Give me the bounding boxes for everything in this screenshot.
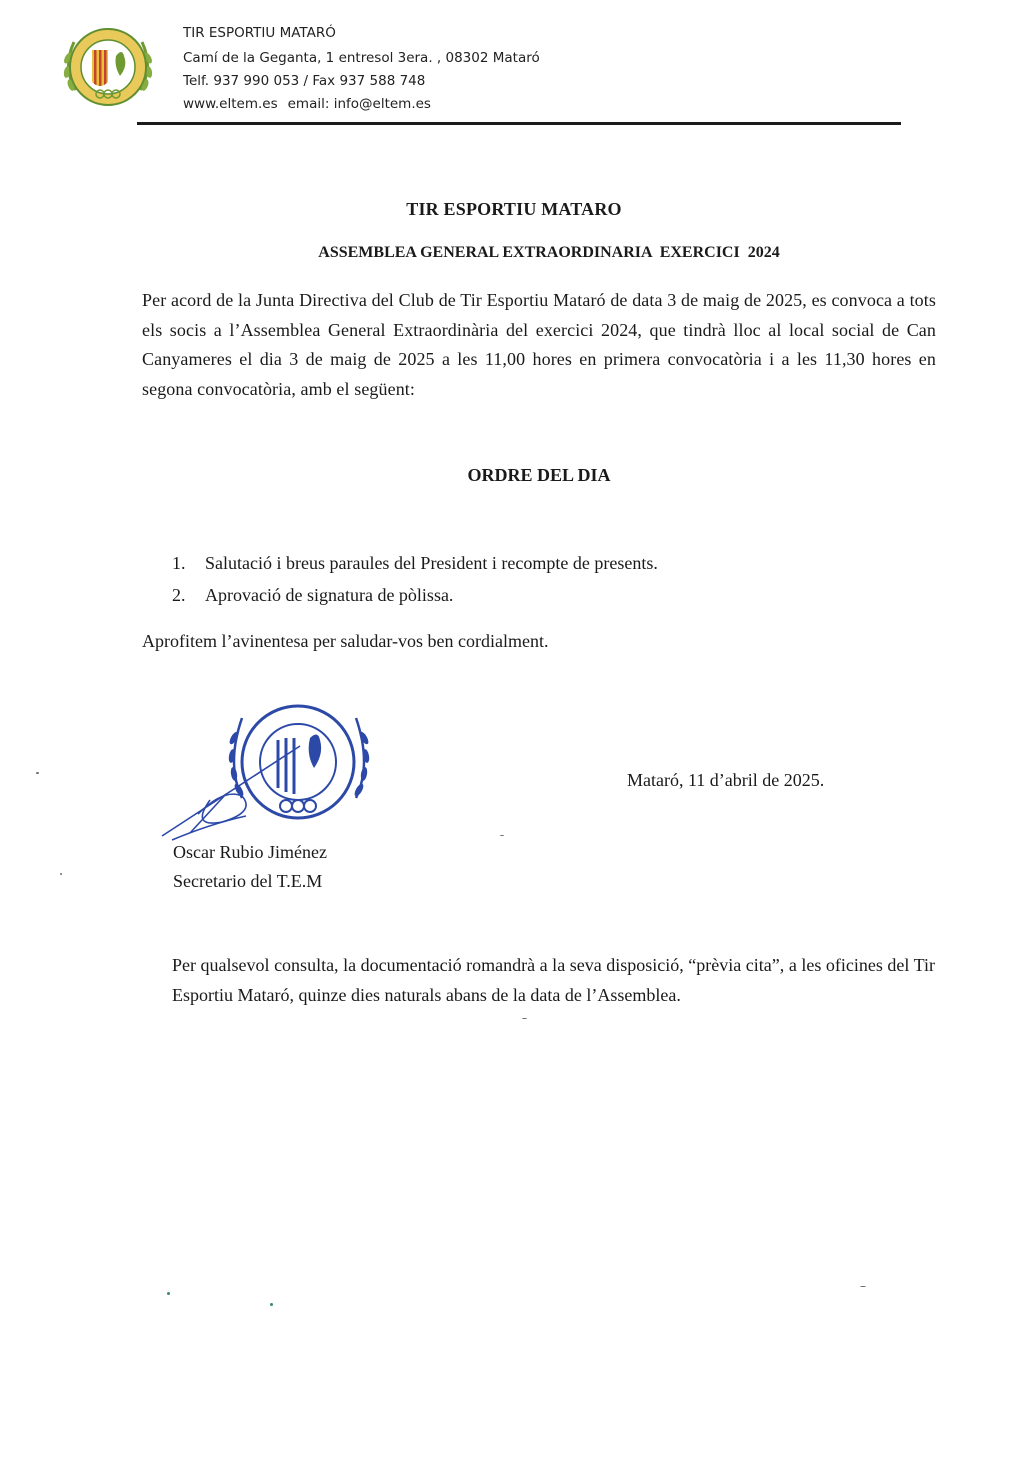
closing-line: Aprofitem l’avinentesa per saludar-vos ben cordialment. <box>142 631 549 651</box>
agenda-item-number: 1. <box>172 553 186 573</box>
letterhead-phone-fax: Telf. 937 990 053 / Fax 937 588 748 <box>183 73 426 89</box>
document-subtitle: ASSEMBLEA GENERAL EXTRAORDINARIA EXERCICI 2024 <box>318 244 780 261</box>
agenda-item-text: Aprovació de signatura de pòlissa. <box>205 585 454 605</box>
email-link[interactable]: email: info@eltem.es <box>287 96 431 112</box>
scan-speck <box>36 772 39 774</box>
club-crest-icon <box>58 20 158 115</box>
scan-speck <box>270 1303 273 1306</box>
scan-speck <box>167 1292 170 1295</box>
official-stamp <box>150 688 390 848</box>
signatory-role: Secretario del T.E.M <box>173 871 323 891</box>
letterhead-contact <box>183 96 431 112</box>
agenda-item-number: 2. <box>172 585 186 605</box>
letterhead-address: Camí de la Geganta, 1 entresol 3era. , 08302 Mataró <box>183 50 540 66</box>
agenda-item <box>172 585 453 606</box>
scan-speck <box>60 873 62 875</box>
document-title: TIR ESPORTIU MATARO <box>406 199 622 219</box>
agenda-title: ORDRE DEL DIA <box>467 465 611 485</box>
header-divider <box>137 122 901 125</box>
website-link[interactable]: www.eltem.es <box>183 96 278 112</box>
agenda-item <box>172 553 658 574</box>
agenda-item-text: Salutació i breus paraules del President i recompte de presents. <box>205 553 658 573</box>
scan-speck <box>500 835 504 836</box>
scan-speck <box>860 1286 866 1287</box>
scan-speck <box>522 1018 527 1019</box>
footer-note: Per qualsevol consulta, la documentació romandrà a la seva disposició, “prèvia cita”, a les oficines del Tir Esportiu Mataró, quinze dies naturals abans de la data de l’Assemblea. <box>172 955 935 1005</box>
signatory-name: Oscar Rubio Jiménez <box>173 842 327 862</box>
place-date: Mataró, 11 d’abril de 2025. <box>627 770 825 790</box>
letterhead-org-name: TIR ESPORTIU MATARÓ <box>183 25 336 41</box>
intro-paragraph: Per acord de la Junta Directiva del Club de Tir Esportiu Mataró de data 3 de maig de 2025, es convoca a tots els socis a l’Assemblea General Extraordinària del exercici 2024, que tindrà lloc al local social de Can Canyameres el dia 3 de maig de 2025 a les 11,00 hores en primera convocatòria i a les 11,30 hores en segona convocatòria, amb el següent: <box>142 290 936 399</box>
